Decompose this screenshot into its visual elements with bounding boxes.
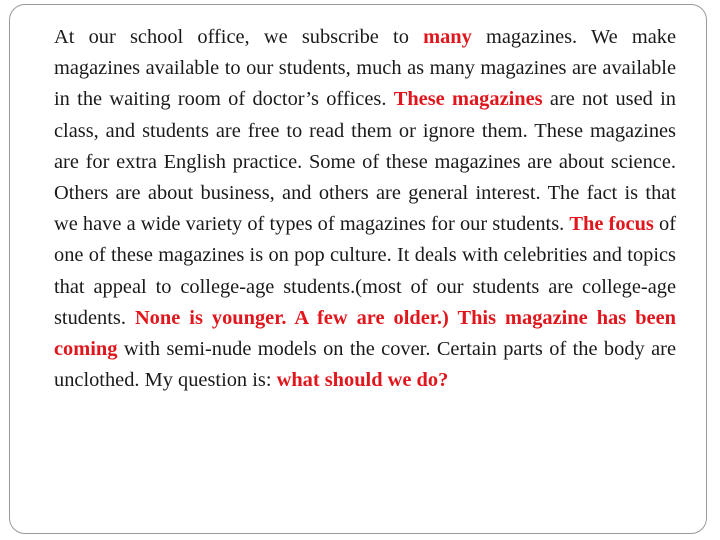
emphasis-these-magazines: These magazines (393, 88, 543, 111)
text-segment: of one of these magazines is on pop culture. It deals with celebrities and topics that appeal to college-age students.(most of our students are college-age students. (54, 213, 676, 329)
text-segment: with semi-nude models on the cover. Certain parts of the body are unclothed. My question is: (54, 338, 676, 392)
text-segment: At our school office, we subscribe to (54, 26, 424, 48)
emphasis-none-is-younger: None is younger. A few are older.) This magazine has been coming (54, 306, 676, 361)
body-paragraph (54, 22, 676, 396)
text-segment: are not used in class, and students are free to read them or ignore them. These magazines are for extra English practice. Some of these magazines are about science. Others are about business, and others are general interest. The fact is that we have a wide variety of types of magazines for our students. (54, 88, 676, 236)
emphasis-the-focus: The focus (569, 213, 654, 236)
emphasis-question: what should we do? (276, 369, 449, 392)
emphasis-many: many (423, 26, 472, 48)
text-segment: magazines. We make magazines available to our students, much as many magazines are available in the waiting room of doctor’s offices. (54, 26, 676, 111)
